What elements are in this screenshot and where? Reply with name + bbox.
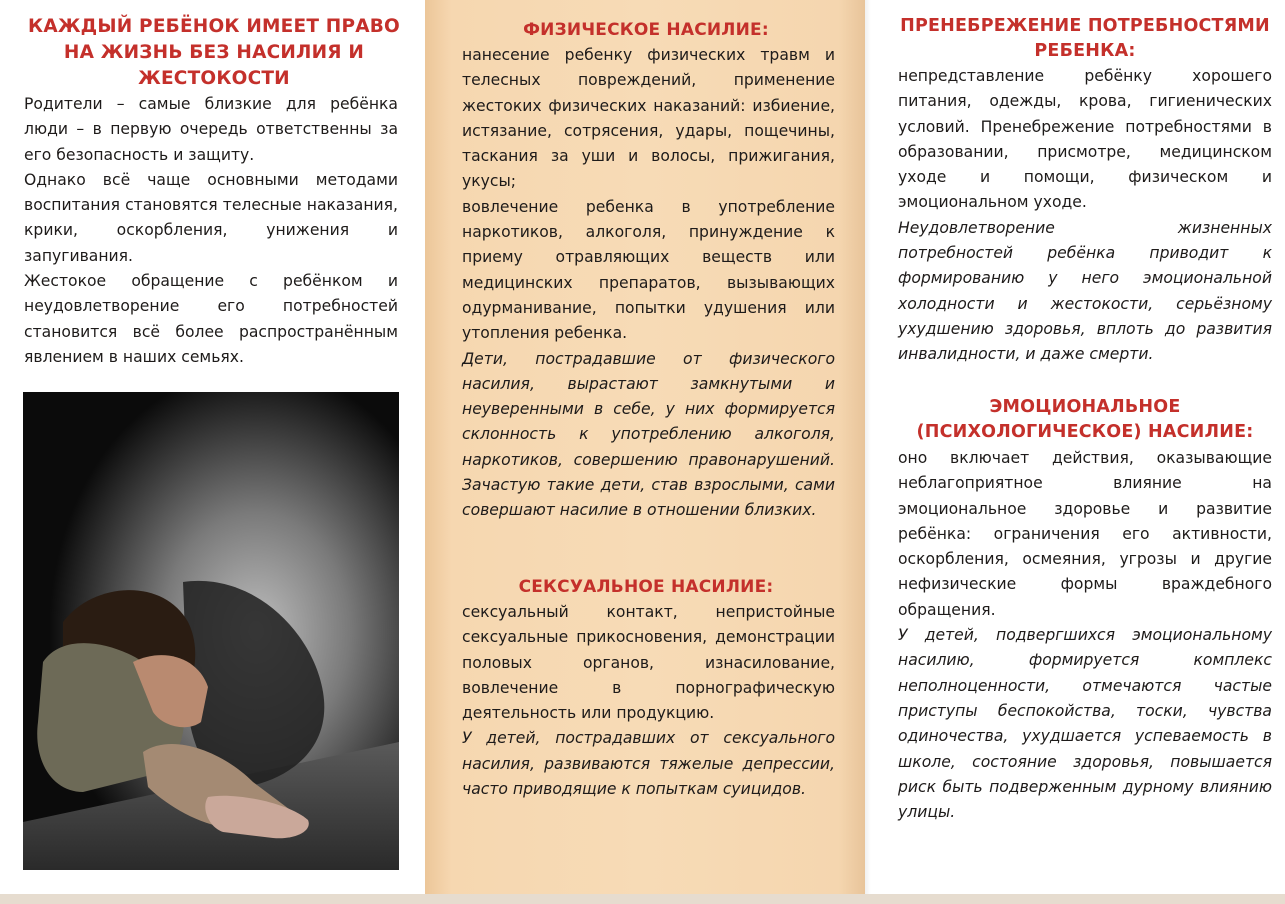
physical-violence-body [462,43,835,524]
sexual-consequences: У детей, пострадавших от сексуального насилия, развиваются тяжелые депрессии, часто приводящие к попыткам суицидов. [462,729,835,799]
left-title: КАЖДЫЙ РЕБЁНОК ИМЕЕТ ПРАВО НА ЖИЗНЬ БЕЗ НАСИЛИЯ И ЖЕСТОКОСТИ [28,16,400,89]
physical-paragraph-1: нанесение ребенку физических травм и телесных повреждений, применение жестоких физических наказаний: избиение, истязание, сотрясения, удары, пощечины, таскания за уши и волосы, прижигания, укусы; [462,46,835,191]
neglect-consequences: Неудовлетворение жизненных потребностей ребёнка приводит к формированию у него эмоциональной холодности и жестокости, серьёзному ухудшению здоровья, вплоть до развития инвалидности, и даже смерти. [898,218,1272,364]
left-paragraph-1: Родители – самые близкие для ребёнка люди – в первую очередь ответственны за его безопасность и защиту. [24,95,398,164]
emotional-paragraph: оно включает действия, оказывающие неблагоприятное влияние на эмоциональное здоровье и развитие ребёнка: ограничения его активности, оскорбления, осмеяния, угрозы и другие нефизические формы враждебного обращения. [898,449,1272,619]
photo-illustration [23,392,399,870]
sexual-violence-heading: СЕКСУАЛЬНОЕ НАСИЛИЕ: [518,577,774,597]
left-paragraph-3: Жестокое обращение с ребёнком и неудовлетворение его потребностей становится всё более распространённым явлением в наших семьях. [24,272,398,366]
physical-violence-heading: ФИЗИЧЕСКОЕ НАСИЛИЕ: [523,20,769,40]
fold-shadow [865,0,871,904]
emotional-violence-body [898,446,1272,825]
left-body [24,92,398,370]
sexual-violence-body [462,600,835,802]
neglect-paragraph: непредставление ребёнку хорошего питания, одежды, крова, гигиенических условий. Пренебрежение потребностями в образовании, присмотре, медицинском уходе и помощи, физическом и эмоциональном уходе. [898,67,1272,212]
emotional-consequences: У детей, подвергшихся эмоциональному насилию, формируется комплекс неполноценности, отмечаются частые приступы беспокойства, тоски, чувства одиночества, ухудшается успеваемость в школе, состояние здоровья, повышается риск быть подверженным дурному влиянию улицы. [898,626,1272,822]
sexual-paragraph: сексуальный контакт, непристойные сексуальные прикосновения, демонстрации половых органов, изнасилование, вовлечение в порнографическую деятельность или продукцию. [462,603,835,723]
neglect-body [898,64,1272,368]
physical-consequences: Дети, пострадавшие от физического насилия, вырастают замкнутыми и неуверенными в себе, у них формируется склонность к употреблению алкоголя, наркотиков, совершению правонарушений. Зачастую такие дети, став взрослыми, сами совершают насилие в отношении близких. [462,349,835,520]
crying-child-photo [23,392,399,870]
neglect-heading: ПРЕНЕБРЕЖЕНИЕ ПОТРЕБНОСТЯМИ РЕБЕНКА: [900,16,1270,61]
bottom-edge [0,894,1285,904]
physical-paragraph-2: вовлечение ребенка в употребление наркотиков, алкоголя, принуждение к приему отравляющих веществ или медицинских препаратов, вызывающих одурманивание, попытки удушения или утопления ребенка. [462,197,835,343]
left-paragraph-2: Однако всё чаще основными методами воспитания становятся телесные наказания, крики, оскорбления, унижения и запугивания. [24,170,398,265]
emotional-violence-heading: ЭМОЦИОНАЛЬНОЕ (ПСИХОЛОГИЧЕСКОЕ) НАСИЛИЕ: [916,397,1254,442]
